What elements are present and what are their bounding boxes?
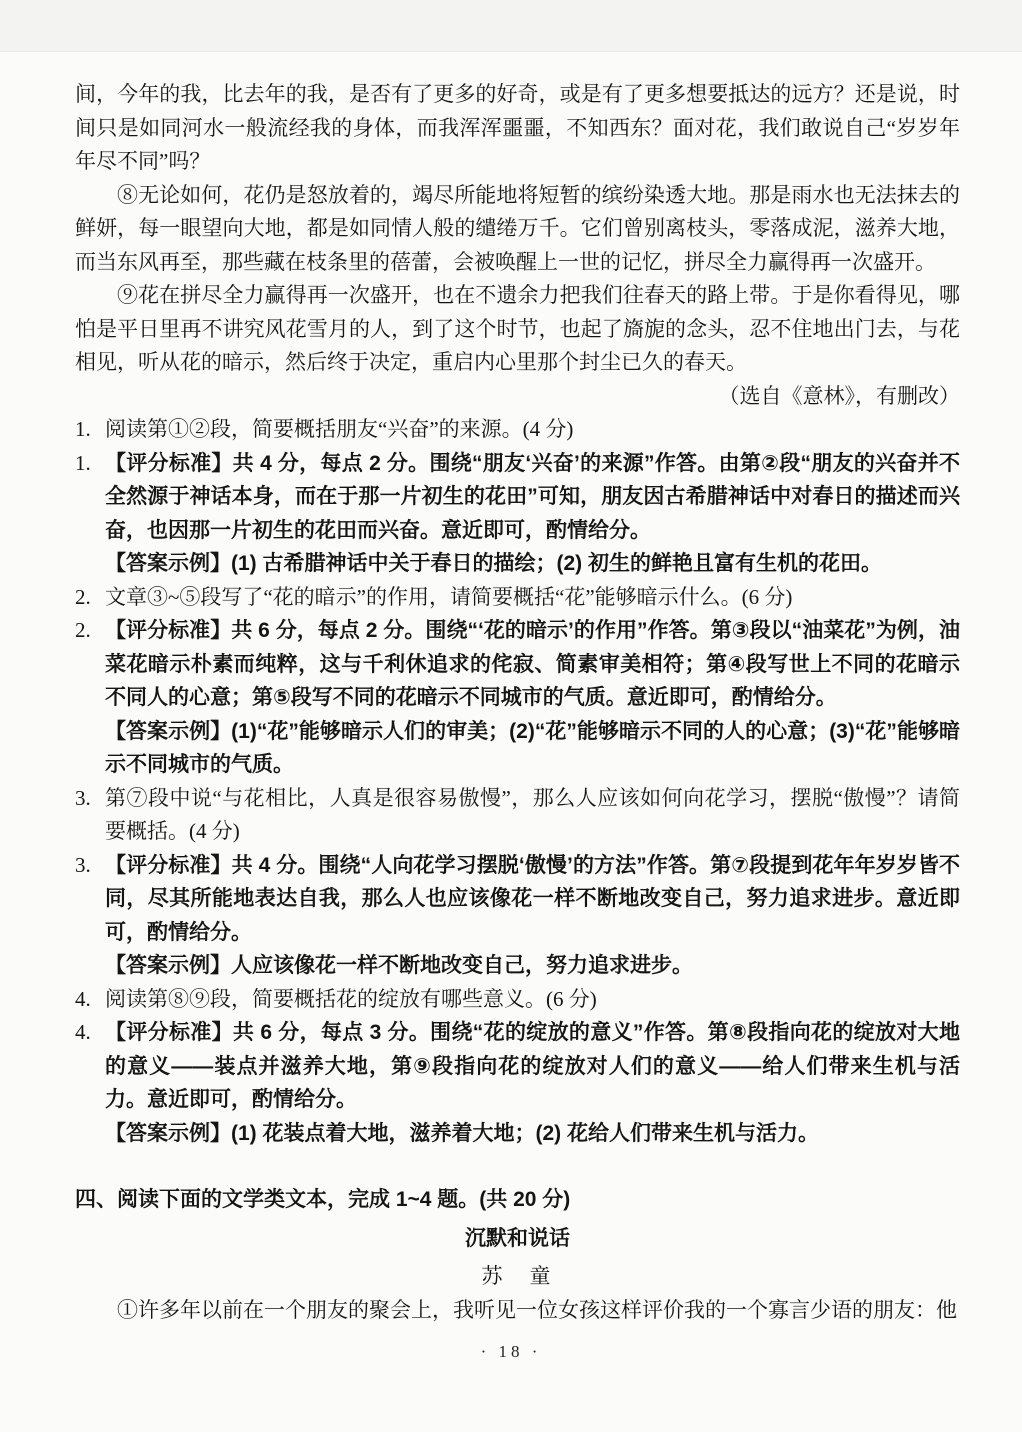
question-text: 第⑦段中说“与花相比，人真是很容易傲慢”，那么人应该如何向花学习，摆脱“傲慢”？请简要概括。(4 分) bbox=[105, 785, 960, 843]
question-line bbox=[75, 413, 960, 447]
answer-text: 【答案示例】(1)“花”能够暗示人们的审美；(2)“花”能够暗示不同的人的心意；(3)“花”能够暗示不同城市的气质。 bbox=[105, 719, 960, 776]
scoring-number: 4. bbox=[75, 1020, 91, 1044]
answer-line bbox=[75, 1117, 960, 1151]
question-text: 阅读第①②段，简要概括朋友“兴奋”的来源。(4 分) bbox=[105, 417, 574, 441]
question-number: 2. bbox=[75, 584, 91, 609]
question-line bbox=[75, 983, 960, 1017]
qa-block-2 bbox=[75, 581, 960, 782]
answer-line bbox=[75, 715, 960, 782]
scoring-text: 【评分标准】共 4 分，每点 2 分。围绕“朋友‘兴奋’的来源”作答。由第②段“朋友的兴奋并不全然源于神话本身，而在于那一片初生的花田”可知，朋友因古希腊神话中对春日的描述而兴奋，也因那一片初生的花田而兴奋。意近即可，酌情给分。 bbox=[105, 451, 960, 542]
answer-text: 【答案示例】人应该像花一样不断地改变自己，努力追求进步。 bbox=[105, 954, 693, 977]
qa-block-1 bbox=[75, 413, 960, 581]
answer-text: 【答案示例】(1) 花装点着大地，滋养着大地；(2) 花给人们带来生机与活力。 bbox=[105, 1121, 819, 1145]
scoring-text: 【评分标准】共 6 分，每点 3 分。围绕“花的绽放的意义”作答。第⑧段指向花的绽放对大地的意义——装点并滋养大地，第⑨段指向花的绽放对人们的意义——给人们带来生机与活力。意近即可，酌情给分。 bbox=[105, 1021, 960, 1111]
passage-paragraph-continuation: 间，今年的我，比去年的我，是否有了更多的好奇，或是有了更多想要抵达的远方？还是说，时间只是如同河水一般流经我的身体，而我浑浑噩噩，不知西东？面对花，我们敢说自己“岁岁年年尽不同”吗？ bbox=[75, 82, 960, 173]
reading-paragraph-1: ①许多年以前在一个朋友的聚会上，我听见一位女孩这样评价我的一个寡言少语的朋友：他 bbox=[117, 1297, 957, 1322]
next-section-block bbox=[75, 1183, 960, 1327]
question-text: 文章③~⑤段写了“花的暗示”的作用，请简要概括“花”能够暗示什么。(6 分) bbox=[105, 584, 793, 609]
scoring-line bbox=[75, 849, 960, 950]
answer-line bbox=[75, 547, 960, 581]
scoring-text: 【评分标准】共 4 分。围绕“人向花学习摆脱‘傲慢’的方法”作答。第⑦段提到花年年岁岁皆不同，尽其所能地表达自我，那么人也应该像花一样不断地改变自己，努力追求进步。意近即可，酌情给分。 bbox=[105, 853, 960, 944]
question-line bbox=[75, 782, 960, 849]
source-attribution: （选自《意林》，有删改） bbox=[718, 383, 960, 408]
passage-paragraph-9: ⑨花在拼尽全力赢得再一次盛开，也在不遗余力把我们往春天的路上带。于是你看得见，哪怕是平日里再不讲究风花雪月的人，到了这个时节，也起了旖旎的念头，忍不住地出门去，与花相见，听从花的暗示，然后终于决定，重启内心里那个封尘已久的春天。 bbox=[75, 283, 960, 374]
scoring-number: 1. bbox=[75, 450, 91, 475]
passage-end-block bbox=[75, 78, 960, 413]
answer-text: 【答案示例】(1) 古希腊神话中关于春日的描绘；(2) 初生的鲜艳且富有生机的花田。 bbox=[105, 552, 882, 575]
scoring-line bbox=[75, 447, 960, 548]
question-line bbox=[75, 581, 960, 615]
scoring-line bbox=[75, 1016, 960, 1117]
passage-paragraph-8: ⑧无论如何，花仍是怒放着的，竭尽所能地将短暂的缤纷染透大地。那是雨水也无法抹去的鲜妍，每一眼望向大地，都是如同情人般的缱绻万千。它们曾别离枝头，零落成泥，滋养大地，而当东风再至，那些藏在枝条里的蓓蕾，会被唤醒上一世的记忆，拼尽全力赢得再一次盛开。 bbox=[75, 182, 960, 274]
question-number: 4. bbox=[75, 986, 91, 1011]
scoring-number: 3. bbox=[75, 852, 91, 877]
qa-block-4 bbox=[75, 983, 960, 1151]
qa-block-3 bbox=[75, 782, 960, 983]
scoring-text: 【评分标准】共 6 分，每点 2 分。围绕“‘花的暗示’的作用”作答。第③段以“油菜花”为例，油菜花暗示朴素而纯粹，这与千利休追求的侘寂、简素审美相符；第④段写世上不同的花暗示不同人的心意；第⑤段写不同的花暗示不同城市的气质。意近即可，酌情给分。 bbox=[105, 619, 960, 709]
section-heading: 四、阅读下面的文学类文本，完成 1~4 题。(共 20 分) bbox=[75, 1188, 571, 1211]
scoring-line bbox=[75, 614, 960, 715]
question-text: 阅读第⑧⑨段，简要概括花的绽放有哪些意义。(6 分) bbox=[105, 986, 597, 1011]
question-number: 3. bbox=[75, 785, 91, 810]
scoring-number: 2. bbox=[75, 618, 91, 642]
question-number: 1. bbox=[75, 417, 91, 441]
reading-author: 苏 童 bbox=[481, 1264, 554, 1288]
reading-title: 沉默和说话 bbox=[465, 1226, 570, 1250]
scan-artifact-band bbox=[0, 0, 1022, 52]
answer-line bbox=[75, 949, 960, 983]
page-number: · 18 · bbox=[480, 1341, 542, 1361]
